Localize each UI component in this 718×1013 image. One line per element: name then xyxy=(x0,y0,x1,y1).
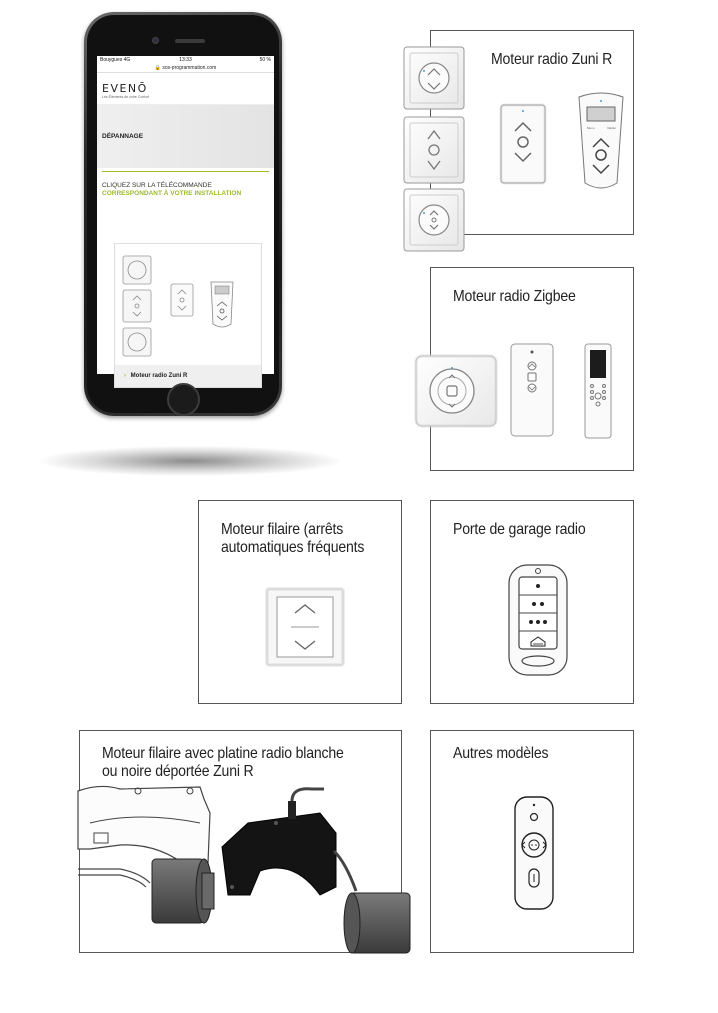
chevron-right-icon: › xyxy=(124,373,126,379)
url-text: sos-programmation.com xyxy=(162,65,217,71)
wall-remote-icon xyxy=(493,99,553,189)
instruction-line-2: CORRESPONDANT À VOTRE INSTALLATION xyxy=(102,190,242,197)
instruction-line-1: CLIQUEZ SUR LA TÉLÉCOMMANDE xyxy=(102,182,212,189)
eveno-logo[interactable]: EVENŌ xyxy=(102,82,148,95)
card-title-autres: Autres modèles xyxy=(453,745,549,762)
site-header xyxy=(97,73,274,105)
battery-label: 50 % xyxy=(259,57,271,63)
card-filaire[interactable] xyxy=(198,500,402,704)
smartphone-mockup xyxy=(84,12,282,416)
motor-platine-illustration xyxy=(80,783,403,953)
card-title-zigbee: Moteur radio Zigbee xyxy=(453,288,576,305)
handheld-remote-icon xyxy=(571,89,631,199)
card-platine[interactable] xyxy=(79,730,402,953)
wall-switches-stack xyxy=(400,43,470,258)
clock: 13:33 xyxy=(179,57,192,63)
card-title-garage: Porte de garage radio xyxy=(453,521,586,538)
lock-icon: 🔒 xyxy=(154,65,161,71)
wired-switch-icon xyxy=(261,583,351,673)
remote-card-label: Moteur radio Zuni R xyxy=(130,373,188,379)
remote-selection-card[interactable] xyxy=(114,243,262,388)
hero-banner xyxy=(97,105,274,168)
phone-shadow xyxy=(40,446,340,476)
zuni-remotes-thumbnail xyxy=(115,244,261,364)
svg-text:Valider: Valider xyxy=(607,126,617,130)
home-button[interactable] xyxy=(167,383,200,416)
generic-remote-icon xyxy=(509,793,559,913)
card-garage[interactable] xyxy=(430,500,634,704)
svg-text:Menu: Menu xyxy=(587,126,595,130)
card-title-zuni-r: Moteur radio Zuni R xyxy=(491,51,613,68)
carrier-label: Bouygues 4G xyxy=(100,57,131,63)
zigbee-wall-remote-icon xyxy=(501,340,581,440)
speaker-grille xyxy=(175,39,205,43)
garage-remote-icon xyxy=(503,559,573,679)
section-title: DÉPANNAGE xyxy=(102,133,144,140)
status-bar xyxy=(97,56,274,65)
address-bar[interactable] xyxy=(97,65,274,73)
card-title-platine: Moteur filaire avec platine radio blanche ou noire déportée Zuni R xyxy=(102,745,344,780)
zigbee-handheld-remote-icon xyxy=(579,340,619,440)
zigbee-wall-switch-icon xyxy=(412,352,502,432)
card-title-filaire: Moteur filaire (arrêts automatiques fréquents xyxy=(221,521,365,556)
logo-tagline: Les Éléments de votre Confort xyxy=(102,95,150,99)
phone-screen xyxy=(97,56,274,379)
camera-icon xyxy=(152,37,159,44)
accent-divider xyxy=(102,171,269,172)
card-autres[interactable] xyxy=(430,730,634,953)
